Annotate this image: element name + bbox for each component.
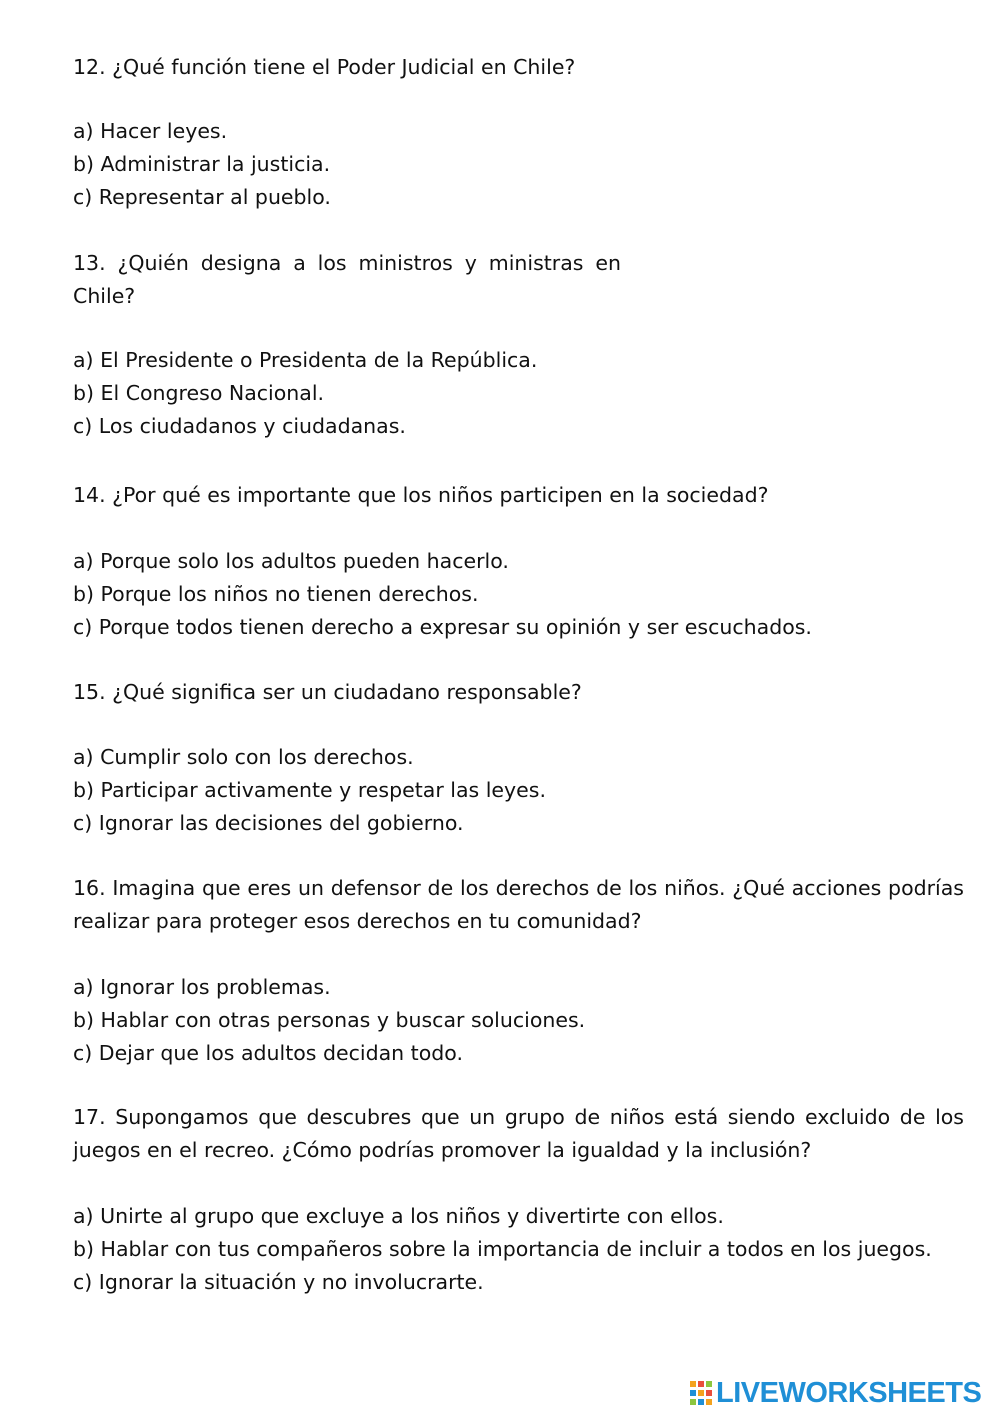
liveworksheets-logo-icon xyxy=(690,1381,712,1405)
liveworksheets-logo xyxy=(690,1376,981,1410)
question-17-prompt-line-1: 17. Supongamos que descubres que un grupo de niños está siendo excluido de los xyxy=(73,1105,964,1129)
question-13-option-c[interactable]: c) Los ciudadanos y ciudadanas. xyxy=(73,414,406,438)
question-12-option-c[interactable]: c) Representar al pueblo. xyxy=(73,185,331,209)
question-16-option-c[interactable]: c) Dejar que los adultos decidan todo. xyxy=(73,1041,463,1065)
question-16-prompt-line-1: 16. Imagina que eres un defensor de los derechos de los niños. ¿Qué acciones podrías xyxy=(73,876,964,900)
question-13-option-a[interactable]: a) El Presidente o Presidenta de la República. xyxy=(73,348,538,372)
question-15-prompt: 15. ¿Qué significa ser un ciudadano responsable? xyxy=(73,680,582,704)
question-15-option-c[interactable]: c) Ignorar las decisiones del gobierno. xyxy=(73,811,464,835)
question-17-option-a[interactable]: a) Unirte al grupo que excluye a los niños y divertirte con ellos. xyxy=(73,1204,724,1228)
question-14-option-b[interactable]: b) Porque los niños no tienen derechos. xyxy=(73,582,479,606)
question-17-prompt-line-2: juegos en el recreo. ¿Cómo podrías promover la igualdad y la inclusión? xyxy=(73,1138,812,1162)
question-12-prompt: 12. ¿Qué función tiene el Poder Judicial en Chile? xyxy=(73,55,576,79)
question-12-option-b[interactable]: b) Administrar la justicia. xyxy=(73,152,331,176)
question-14-option-a[interactable]: a) Porque solo los adultos pueden hacerlo. xyxy=(73,549,509,573)
question-16-option-a[interactable]: a) Ignorar los problemas. xyxy=(73,975,331,999)
question-12-option-a[interactable]: a) Hacer leyes. xyxy=(73,119,228,143)
question-16-option-b[interactable]: b) Hablar con otras personas y buscar soluciones. xyxy=(73,1008,586,1032)
liveworksheets-logo-text: LIVEWORKSHEETS xyxy=(716,1376,982,1409)
question-13-option-b[interactable]: b) El Congreso Nacional. xyxy=(73,381,325,405)
question-17-option-c[interactable]: c) Ignorar la situación y no involucrarte. xyxy=(73,1270,484,1294)
question-13-prompt-line-2: Chile? xyxy=(73,284,136,308)
question-15-option-a[interactable]: a) Cumplir solo con los derechos. xyxy=(73,745,414,769)
question-17-option-b[interactable]: b) Hablar con tus compañeros sobre la importancia de incluir a todos en los juegos. xyxy=(73,1237,932,1261)
question-16-prompt-line-2: realizar para proteger esos derechos en tu comunidad? xyxy=(73,909,642,933)
question-14-option-c[interactable]: c) Porque todos tienen derecho a expresar su opinión y ser escuchados. xyxy=(73,615,812,639)
question-15-option-b[interactable]: b) Participar activamente y respetar las leyes. xyxy=(73,778,546,802)
question-13-prompt-line-1: 13. ¿Quién designa a los ministros y ministras en xyxy=(73,251,621,275)
question-14-prompt: 14. ¿Por qué es importante que los niños participen en la sociedad? xyxy=(73,483,769,507)
